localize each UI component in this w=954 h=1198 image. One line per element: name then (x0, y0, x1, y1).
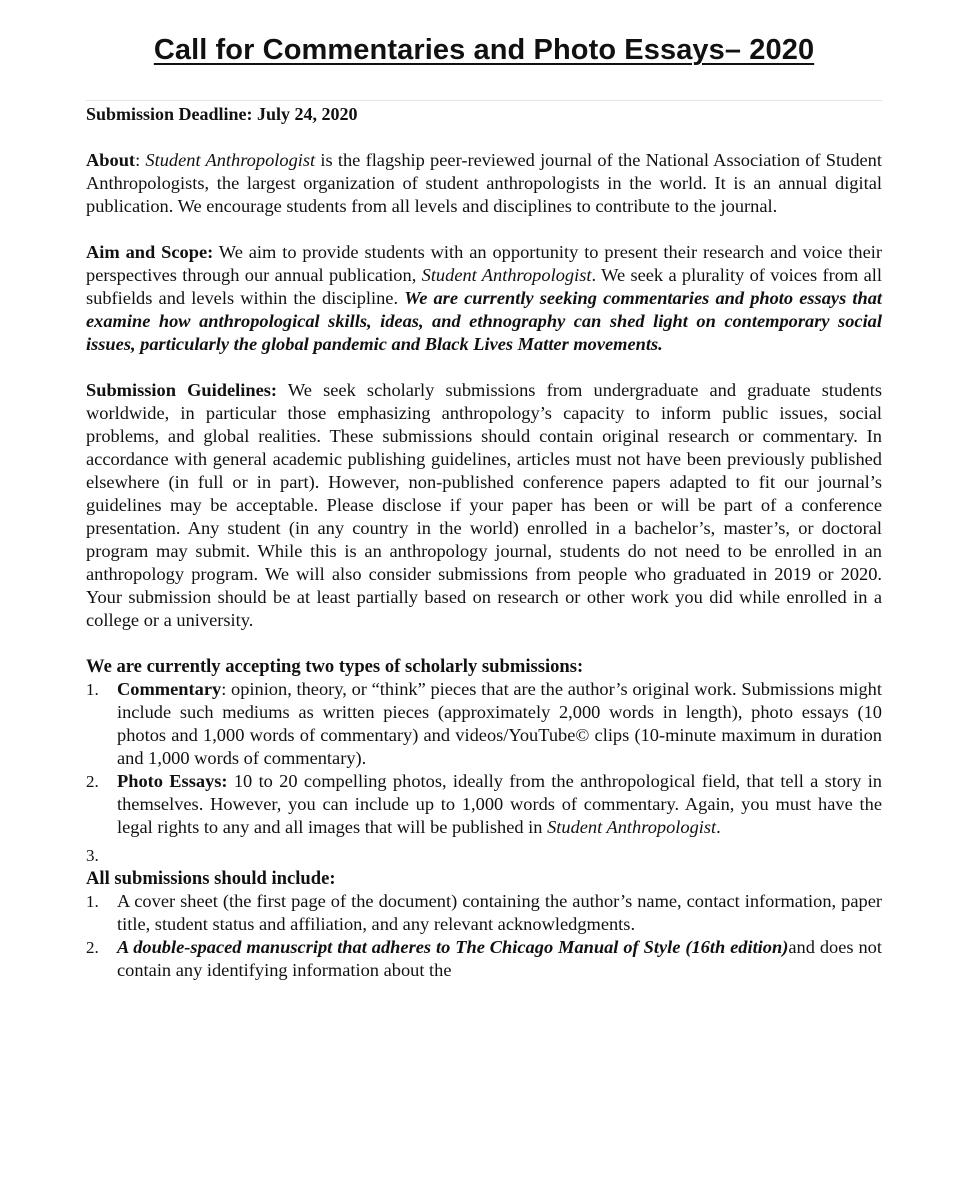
guidelines-label: Submission Guidelines: (86, 380, 278, 400)
divider (86, 100, 882, 101)
commentary-label: Commentary (117, 679, 222, 699)
guidelines-text: We seek scholarly submissions from undergraduate and graduate students worldwide, in particular those emphasizing anthropology’s capacity to inform public issues, social problems, and global realities. These submissions should contain original research or commentary. In accordance with general academic publishing guidelines, articles must not have been previously published elsewhere (in full or in part). However, non-published conference papers adapted to fit our journal’s guidelines may be acceptable. Please disclose if your paper has been or will be part of a conference presentation. Any student (in any country in the world) enrolled in a bachelor’s, master’s, or doctoral program may submit. While this is an anthropology journal, students do not need to be enrolled in an anthropology program. We will also consider submissions from people who graduated in 2019 or 2020. Your submission should be at least partially based on research or other work you did while enrolled in a college or a university. (86, 380, 882, 630)
aim-label: Aim and Scope: (86, 242, 214, 262)
manuscript-emphasis: A double-spaced manuscript that adheres to The Chicago Manual of Style (16th edition) (117, 937, 789, 957)
submission-deadline: Submission Deadline: July 24, 2020 (86, 104, 358, 124)
document-title: Call for Commentaries and Photo Essays– 2020 (153, 34, 815, 66)
list-number: 1. (86, 680, 99, 699)
list-number: 1. (86, 892, 99, 911)
submission-types-list (86, 678, 882, 839)
aim-paragraph (86, 241, 882, 356)
submission-types-heading: We are currently accepting two types of scholarly submissions: (86, 656, 584, 677)
aim-emphasis: We are currently seeking commentaries and photo essays that examine how anthropological skills, ideas, and ethnography can shed light on contemporary social issues, particularly the global pandemic and Black Lives Matter movements. (86, 288, 883, 354)
manuscript-text: and does not contain any identifying information about the (117, 937, 882, 980)
include-list (86, 890, 882, 982)
photo-essays-text: 10 to 20 compelling photos, ideally from the anthropological field, that tell a story in themselves. However, you can include up to 1,000 words of commentary. Again, you must have the legal rights to any and all images that will be published in (117, 771, 882, 837)
about-sep: : (135, 150, 146, 170)
list-number: 2. (86, 938, 99, 957)
list-number: 2. (86, 772, 99, 791)
commentary-text: : opinion, theory, or “think” pieces that are the author’s original work. Submissions might include such mediums as written pieces (approximately 2,000 words in length), photo essays (10 photos and 1,000 words of commentary) and videos/YouTube© clips (10-minute maximum in duration and 1,000 words of commentary). (117, 679, 882, 768)
list-item (86, 936, 882, 982)
photo-essays-journal-name: Student Anthropologist (547, 817, 717, 837)
guidelines-paragraph (86, 379, 882, 632)
about-journal-name: Student Anthropologist (145, 150, 316, 170)
about-label: About (86, 150, 136, 170)
about-text: is the flagship peer-reviewed journal of the National Association of Student Anthropologists, the largest organization of student anthropologists in the world. It is an annual digital publication. We encourage students from all levels and disciplines to contribute to the journal. (86, 150, 882, 216)
empty-list-number: 3. (86, 846, 99, 865)
include-heading: All submissions should include: (86, 868, 336, 889)
photo-essays-label: Photo Essays: (117, 771, 228, 791)
aim-journal-name: Student Anthropologist (421, 265, 592, 285)
aim-text-2: . We seek a plurality of voices from all subfields and levels within the discipline. (86, 265, 882, 308)
list-item (86, 770, 882, 839)
list-item (86, 678, 882, 770)
about-paragraph (86, 149, 882, 218)
list-item (86, 890, 882, 936)
document-page (86, 30, 882, 982)
photo-essays-end: . (716, 817, 721, 837)
aim-text-1: We aim to provide students with an opportunity to present their research and voice their perspectives through our annual publication, (86, 242, 882, 285)
cover-sheet-text: A cover sheet (the first page of the document) containing the author’s name, contact information, paper title, student status and affiliation, and any relevant acknowledgments. (117, 891, 882, 934)
